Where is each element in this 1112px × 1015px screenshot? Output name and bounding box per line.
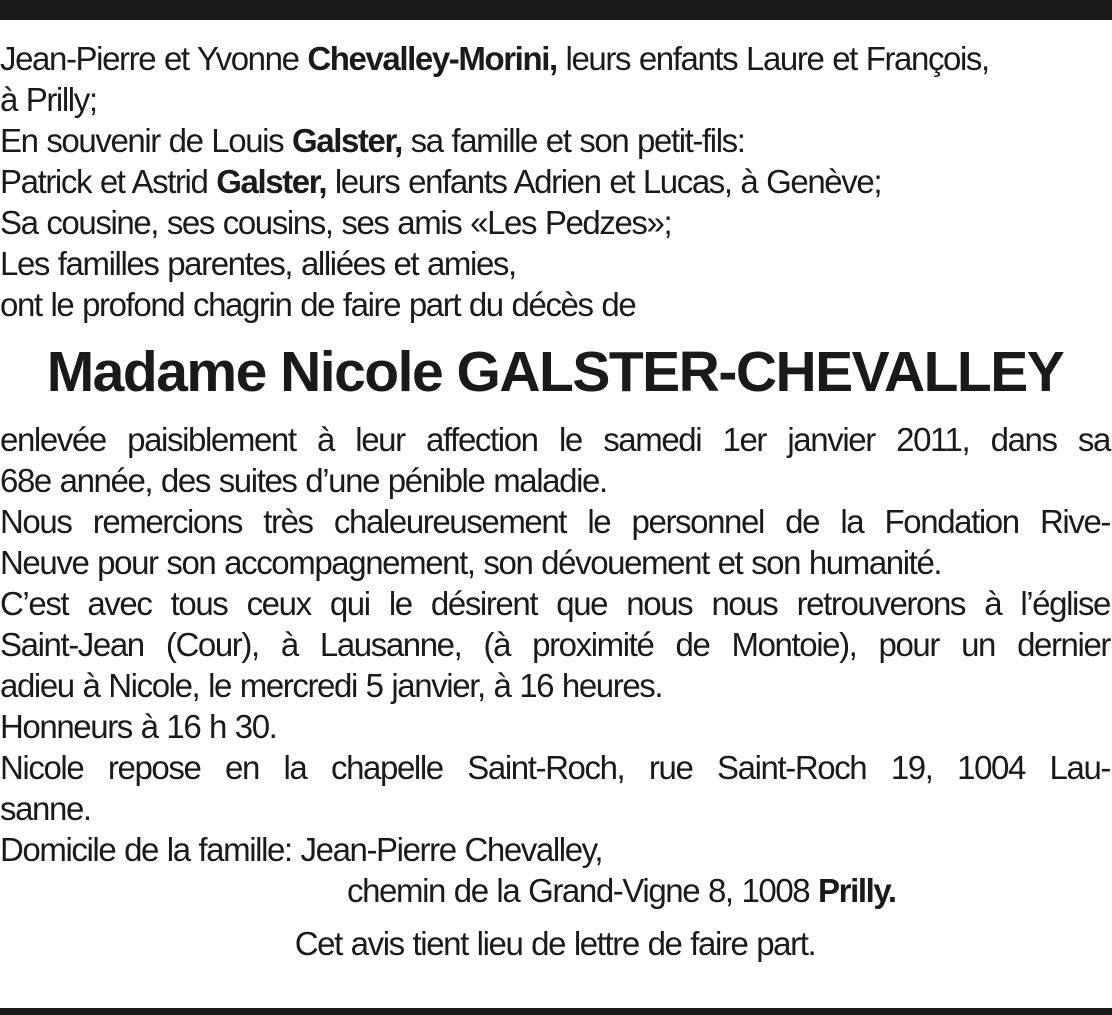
body-line: sanne. <box>0 790 91 827</box>
body-line: 68e année, des suites d’une pénible maladie. <box>0 462 607 499</box>
body-line: Nous remercions très chaleureusement le personnel de la Fondation Rive- <box>0 503 1110 540</box>
body-line: Neuve pour son accompagnement, son dévouement et son humanité. <box>0 544 942 581</box>
mourners-line-2: à Prilly; <box>0 81 97 118</box>
mourners-text: Patrick et Astrid <box>0 163 217 200</box>
body-line: Saint-Jean (Cour), à Lausanne, (à proximité de Montoie), pour un dernier <box>0 626 1110 663</box>
mourners-line-4 <box>0 161 1110 202</box>
family-name-galster: Galster, <box>216 163 327 200</box>
top-rule <box>0 0 1112 20</box>
mourners-list <box>0 38 1110 325</box>
mourners-line-7: ont le profond chagrin de faire part du décès de <box>0 286 636 323</box>
address-town: Prilly. <box>818 872 896 909</box>
mourners-line-6: Les familles parentes, alliées et amies, <box>0 245 516 282</box>
mourners-line-1 <box>0 38 1110 79</box>
notice-body <box>0 419 1110 964</box>
mourners-line-3 <box>0 120 1110 161</box>
mourners-line-5: Sa cousine, ses cousins, ses amis «Les Pedzes»; <box>0 204 672 241</box>
mourners-text: leurs enfants Adrien et Lucas, à Genève; <box>326 163 882 200</box>
mourners-text: sa famille et son petit-fils: <box>401 122 745 159</box>
closing-line: Cet avis tient lieu de lettre de faire part. <box>294 925 816 962</box>
address-text: chemin de la Grand-Vigne 8, 1008 <box>347 872 819 909</box>
family-name-chevalley-morini: Chevalley-Morini, <box>307 40 557 77</box>
family-domicile-line: Domicile de la famille: Jean-Pierre Chevalley, <box>0 831 603 868</box>
obituary-notice <box>0 38 1110 964</box>
mourners-text: leurs enfants Laure et François, <box>556 40 989 77</box>
body-line: Nicole repose en la chapelle Saint-Roch, rue Saint-Roch 19, 1004 Lau- <box>0 749 1110 786</box>
body-line: adieu à Nicole, le mercredi 5 janvier, à 16 heures. <box>0 667 663 704</box>
bottom-rule <box>0 1008 1112 1015</box>
family-name-galster: Galster, <box>291 122 402 159</box>
mourners-text: Jean-Pierre et Yvonne <box>0 40 308 77</box>
honours-line: Honneurs à 16 h 30. <box>0 708 277 745</box>
family-address-line <box>0 870 1110 911</box>
mourners-text: En souvenir de Louis <box>0 122 292 159</box>
body-line: enlevée paisiblement à leur affection le samedi 1er janvier 2011, dans sa <box>0 421 1110 458</box>
deceased-name-heading: Madame Nicole GALSTER-CHEVALLEY <box>46 340 1064 404</box>
body-line: C’est avec tous ceux qui le désirent que nous nous retrouverons à l’église <box>0 585 1110 622</box>
